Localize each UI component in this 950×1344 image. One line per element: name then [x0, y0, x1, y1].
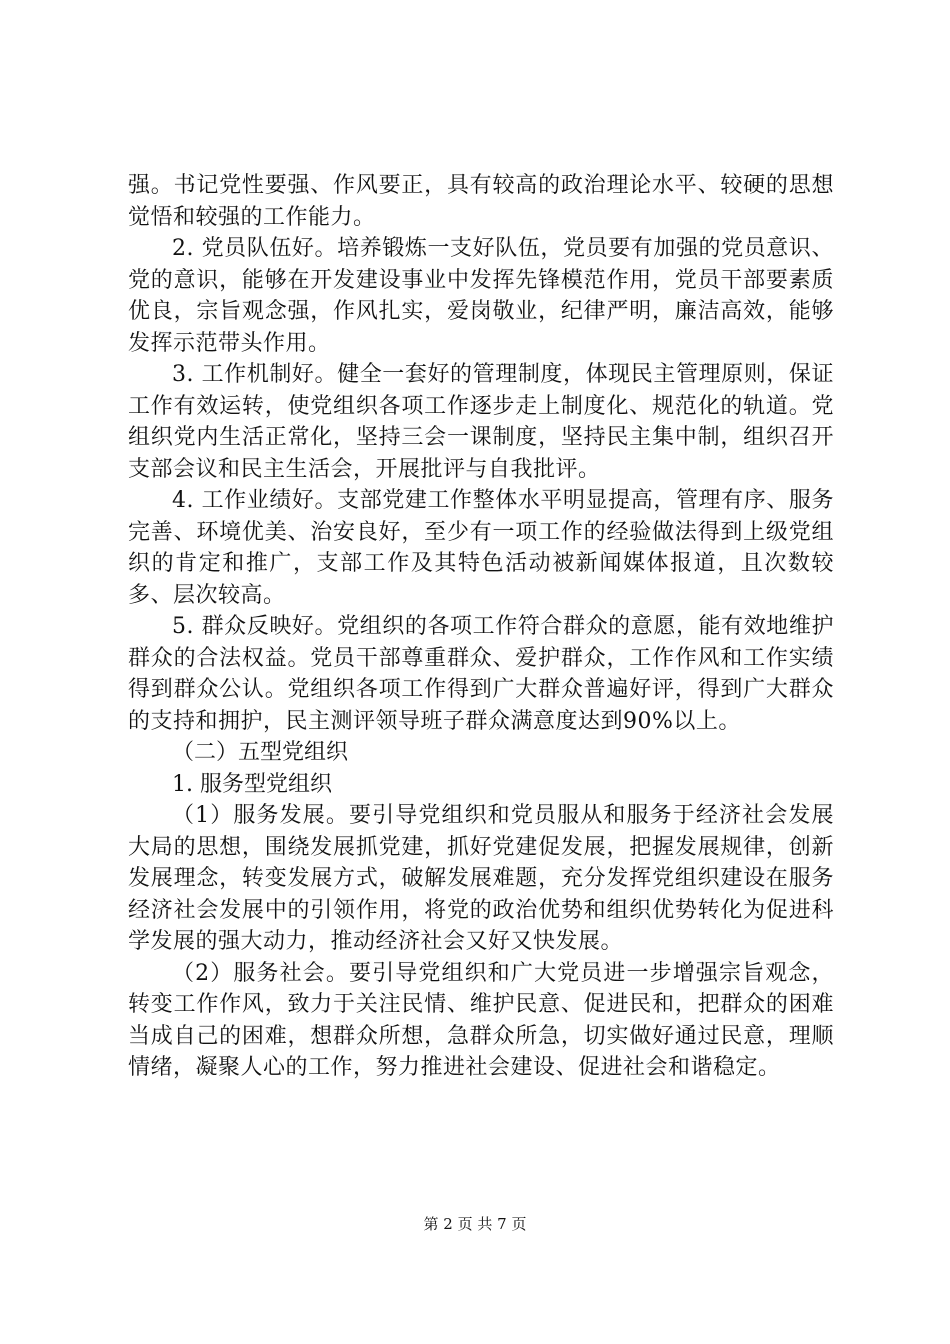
paragraph-serve-society: （2）服务社会。要引导党组织和广大党员进一步增强宗旨观念，转变工作作风，致力于关注民情、维护民意、促进民和，把群众的困难当成自己的困难，想群众所想，急群众所急，切实做好通过民意，理顺情绪，凝聚人心的工作，努力推进社会建设、促进社会和谐稳定。 — [128, 960, 834, 1080]
section-heading-five-types: （二）五型党组织 — [172, 740, 349, 765]
paragraph-public-feedback: 5. 群众反映好。党组织的各项工作符合群众的意愿，能有效地维护群众的合法权益。党员干部尊重群众、爱护群众，工作作风和工作实绩得到群众公认。党组织各项工作得到广大群众普遍好评，得到广大群众的支持和拥护，民主测评领导班子群众满意度达到90%以上。 — [128, 614, 834, 734]
paragraph-work-mechanism: 3. 工作机制好。健全一套好的管理制度，体现民主管理原则，保证工作有效运转，使党组织各项工作逐步走上制度化、规范化的轨道。党组织党内生活正常化，坚持三会一课制度，坚持民主集中制，组织召开支部会议和民主生活会，开展批评与自我批评。 — [128, 362, 834, 482]
paragraph-continuation: 强。书记党性要强、作风要正，具有较高的政治理论水平、较硬的思想觉悟和较强的工作能力。 — [128, 173, 834, 230]
paragraph-serve-development: （1）服务发展。要引导党组织和党员服从和服务于经济社会发展大局的思想，围绕发展抓党建，抓好党建促发展，把握发展规律，创新发展理念，转变发展方式，破解发展难题，充分发挥党组织建设在服务经济社会发展中的引领作用，将党的政治优势和组织优势转化为促进科学发展的强大动力，推动经济社会又好又快发展。 — [128, 803, 834, 954]
document-body — [128, 170, 834, 1084]
subsection-heading-service: 1. 服务型党组织 — [172, 771, 332, 797]
page-number-footer: 第 2 页 共 7 页 — [423, 1215, 527, 1233]
paragraph-party-members: 2. 党员队伍好。培养锻炼一支好队伍，党员要有加强的党员意识、党的意识，能够在开发建设事业中发挥先锋模范作用，党员干部要素质优良，宗旨观念强，作风扎实，爱岗敬业，纪律严明，廉洁高效，能够发挥示范带头作用。 — [128, 236, 834, 356]
paragraph-work-performance: 4. 工作业绩好。支部党建工作整体水平明显提高，管理有序、服务完善、环境优美、治安良好，至少有一项工作的经验做法得到上级党组织的肯定和推广，支部工作及其特色活动被新闻媒体报道，且次数较多、层次较高。 — [128, 488, 834, 608]
